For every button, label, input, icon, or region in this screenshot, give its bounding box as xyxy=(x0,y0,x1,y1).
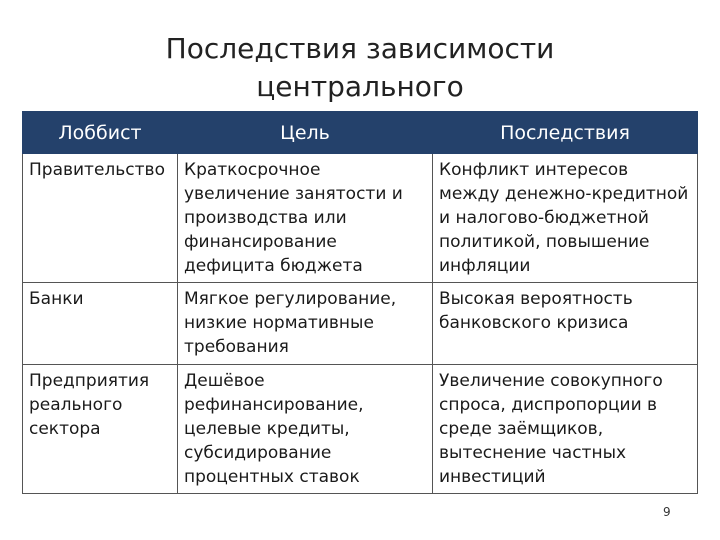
cell-goal: Дешёвое рефинансирование, целевые кредиты, субсидирование процентных ставок xyxy=(178,365,433,494)
table-row xyxy=(23,365,698,494)
header-consequences: Последствия xyxy=(433,112,698,154)
cell-goal: Краткосрочное увеличение занятости и производства или финансирование дефицита бюджета xyxy=(178,154,433,283)
header-goal: Цель xyxy=(178,112,433,154)
cell-consequence: Увеличение совокупного спроса, диспропорции в среде заёмщиков, вытеснение частных инвестиций xyxy=(433,365,698,494)
table-row xyxy=(23,283,698,365)
lobbying-consequences-table xyxy=(22,111,698,494)
slide-title-line-1: Последствия зависимости центрального xyxy=(165,32,555,103)
table-header-row xyxy=(23,112,698,154)
cell-lobbyist: Правительство xyxy=(23,154,178,283)
table-row xyxy=(23,154,698,283)
header-lobbyist: Лоббист xyxy=(23,112,178,154)
cell-lobbyist: Предприятия реального сектора xyxy=(23,365,178,494)
cell-goal: Мягкое регулирование, низкие нормативные требования xyxy=(178,283,433,365)
cell-consequence: Конфликт интересов между денежно-кредитной и налогово-бюджетной политикой, повышение инфляции xyxy=(433,154,698,283)
page-number: 9 xyxy=(663,505,671,519)
cell-lobbyist: Банки xyxy=(23,283,178,365)
cell-consequence: Высокая вероятность банковского кризиса xyxy=(433,283,698,365)
